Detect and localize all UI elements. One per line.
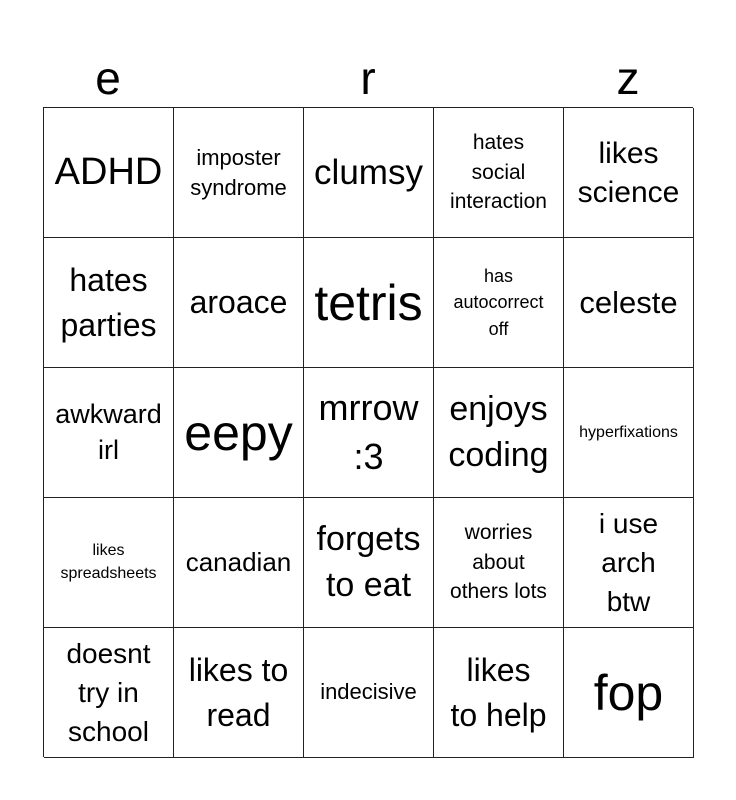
bingo-cell[interactable]	[174, 238, 304, 368]
bingo-cell[interactable]	[564, 498, 694, 628]
bingo-cell[interactable]	[434, 238, 564, 368]
cell-text: forgets to eat	[316, 519, 421, 604]
bingo-cell[interactable]	[434, 498, 564, 628]
cell-text: likes to read	[188, 651, 289, 733]
bingo-cell[interactable]	[44, 628, 174, 758]
header-letter-z: z	[616, 52, 640, 104]
cell-text: tetris	[314, 274, 423, 331]
cell-text: canadian	[185, 546, 292, 577]
cell-text: mrrow :3	[318, 386, 419, 477]
cell-text: imposter syndrome	[190, 144, 287, 200]
cell-text: hates social interaction	[450, 131, 547, 214]
bingo-cell[interactable]	[304, 238, 434, 368]
cell-text: likes to help	[450, 651, 547, 733]
header-letter-e: e	[95, 52, 121, 104]
cell-text: awkward irl	[55, 399, 162, 465]
bingo-cell[interactable]	[304, 368, 434, 498]
bingo-cell[interactable]	[44, 238, 174, 368]
cell-text: indecisive	[320, 679, 417, 705]
bingo-cell[interactable]	[44, 108, 174, 238]
bingo-cell[interactable]	[304, 498, 434, 628]
cell-text: likes spreadsheets	[60, 542, 157, 582]
bingo-cell[interactable]	[434, 108, 564, 238]
cell-text: celeste	[579, 284, 678, 320]
bingo-cell[interactable]	[564, 628, 694, 758]
bingo-cell[interactable]	[434, 368, 564, 498]
cell-text: eepy	[184, 404, 293, 461]
cell-text: ADHD	[54, 150, 163, 193]
bingo-cell[interactable]	[174, 498, 304, 628]
bingo-cell[interactable]	[434, 628, 564, 758]
bingo-cell[interactable]	[174, 108, 304, 238]
cell-text: worries about others lots	[450, 521, 547, 604]
cell-text: doesnt try in school	[66, 637, 151, 748]
cell-text: clumsy	[314, 152, 423, 192]
cell-text: hates parties	[60, 261, 157, 343]
cell-text: has autocorrect off	[453, 266, 544, 339]
bingo-cell[interactable]	[44, 368, 174, 498]
bingo-cell[interactable]	[304, 108, 434, 238]
bingo-cell[interactable]	[304, 628, 434, 758]
bingo-cell[interactable]	[564, 108, 694, 238]
cell-text: fop	[593, 664, 664, 721]
cell-text: enjoys coding	[448, 389, 549, 474]
bingo-cell[interactable]	[564, 368, 694, 498]
cell-text: i use arch btw	[598, 507, 659, 618]
header-letter-r: r	[360, 52, 376, 104]
bingo-cell[interactable]	[44, 498, 174, 628]
cell-text: likes science	[577, 136, 680, 209]
bingo-cell[interactable]	[174, 368, 304, 498]
bingo-grid	[43, 107, 693, 757]
bingo-cell[interactable]	[564, 238, 694, 368]
cell-text: aroace	[189, 284, 288, 321]
bingo-cell[interactable]	[174, 628, 304, 758]
cell-text: hyperfixations	[579, 423, 678, 441]
